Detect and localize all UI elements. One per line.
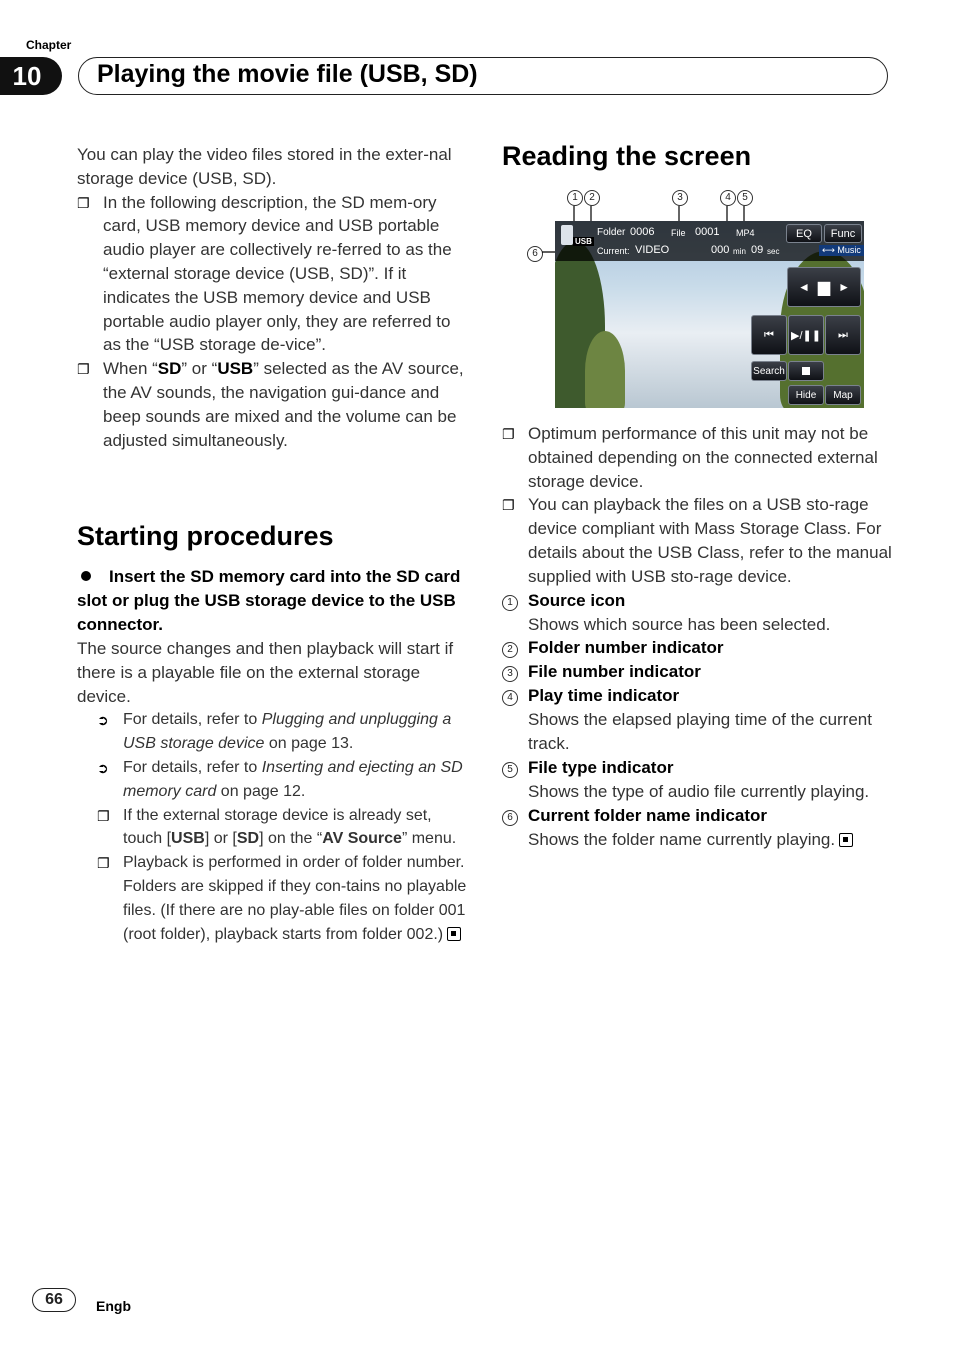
arrow-left-icon: ◄ [797,280,810,294]
item-number: 1 [502,595,518,611]
eq-button[interactable]: EQ [786,224,822,243]
ref-text: on page 12. [216,782,306,800]
file-label: File [671,228,686,238]
note-text: Playback is performed in order of folder number. Folders are skipped if they con-tains no playable files. (If there are no play-able files on folder 001 (root folder), playback starts from folder 002.) [123,854,467,943]
note-text: When “ [103,359,158,379]
item-description-6 [502,828,892,852]
chapter-number: 10 [0,57,62,95]
step-text: Insert the SD memory card into the SD card slot or plug the USB storage device to the USB connector. [77,567,461,634]
folder-icon: ▆ [817,279,831,296]
language-code: Engb [96,1298,131,1314]
step-bullet-icon [81,571,91,581]
item-title: Play time indicator [528,686,680,706]
reading-note-2-text: You can playback the files on a USB sto-rage device compliant with Mass Storage Class. For details about the USB Class, refer to the manual supplied with USB sto-rage device. [528,495,892,586]
sd-label: SD [157,359,182,379]
search-button[interactable]: Search [751,361,787,381]
callout-number: 3 [672,190,688,206]
time-minutes: 000 [711,244,730,256]
item-number: 4 [502,690,518,706]
callout-number: 1 [567,190,583,206]
reading-heading: Reading the screen [502,141,752,171]
intro-section [77,143,467,452]
ref-link[interactable]: Plugging and unplugging a USB storage device [123,711,452,753]
func-button[interactable]: Func [824,224,862,243]
note-text: ] on the “ [259,830,323,848]
indicator-list [502,589,892,852]
av-source-label: AV Source [322,830,402,848]
reference-2-text [123,756,467,804]
callout-number: 6 [527,246,543,262]
item-number: 6 [502,810,518,826]
note-text: ” menu. [401,830,457,848]
usb-label: USB [171,830,205,848]
reading-note-2 [502,493,892,588]
item-title: File number indicator [528,662,701,682]
reading-note-1-text: Optimum performance of this unit may not be obtained depending on the connected external storage device. [528,424,878,491]
starting-section [77,565,467,946]
indicator-item-4 [502,684,892,708]
step-references [77,708,467,946]
file-type: MP4 [736,228,755,238]
arrow-right-icon: ➲ [97,712,109,729]
play-pause-button[interactable] [788,315,824,355]
chapter-title: Playing the movie file (USB, SD) [97,60,478,88]
hide-button[interactable]: Hide [788,385,824,405]
indicator-item-5 [502,756,892,780]
time-seconds: 09 [751,244,764,256]
swap-arrows-icon: ⟷ [822,245,838,255]
indicator-item-2 [502,636,892,660]
current-label: Current: [597,246,630,256]
previous-icon: ⏮ [764,328,774,341]
item-number: 5 [502,762,518,778]
usb-label: USB [217,359,254,379]
item-description: Shows the type of audio file currently playing. [528,781,870,801]
note-text: ] or [ [204,830,237,848]
item-description: Shows which source has been selected. [528,614,831,634]
intro-paragraph: You can play the video files stored in the exter-nal storage device (USB, SD). [77,145,452,188]
callout-number: 5 [737,190,753,206]
item-title: Folder number indicator [528,638,724,658]
previous-track-button[interactable] [751,315,787,355]
note-text: If the external storage device is already set, touch [ [123,806,432,848]
reference-1-text [123,708,467,756]
starting-note-4-text [123,851,467,946]
ref-text: For details, refer to [123,711,262,729]
stop-button[interactable] [788,361,824,381]
note-checkbox-icon: ❐ [97,807,110,824]
item-title: Source icon [528,590,626,610]
item-title: File type indicator [528,757,674,777]
note-checkbox-icon: ❐ [502,497,515,514]
starting-note-3 [97,804,467,852]
note-checkbox-icon: ❐ [77,361,90,378]
indicator-item-3 [502,660,892,684]
folder-number: 0006 [630,226,655,238]
step-description: The source changes and then playback will start if there is a playable file on the external storage device. [77,639,454,706]
reading-note-1 [502,422,892,493]
map-button[interactable]: Map [825,385,861,405]
note-text: ” selected as the AV source, the AV sounds, the navigation gui-dance and beep sounds are mixed and the volume can be adjusted simultaneously. [103,359,464,450]
end-mark-icon [447,927,461,941]
ref-link[interactable]: Inserting and ejecting an SD memory card [123,758,463,800]
next-icon: ⏭ [838,328,848,341]
item-title: Current folder name indicator [528,805,767,825]
current-folder-name: VIDEO [635,244,670,256]
end-mark-icon [839,833,853,847]
callout-number: 4 [720,190,736,206]
music-label: Music [837,245,861,255]
item-number: 3 [502,666,518,682]
note-checkbox-icon: ❐ [97,855,110,872]
stop-icon [802,367,810,375]
page-number: 66 [32,1288,76,1312]
tree-decoration [585,331,625,408]
note-checkbox-icon: ❐ [502,426,515,442]
next-track-button[interactable] [825,315,861,355]
min-label: min [733,247,746,256]
note-checkbox-icon: ❐ [77,194,90,211]
reading-notes [502,422,892,852]
ref-text: on page 13. [264,735,354,753]
reference-2 [97,756,467,804]
item-description: Shows the elapsed playing time of the current track. [528,710,872,754]
folder-label: Folder [597,227,626,238]
intro-note-1 [77,191,467,358]
folder-nav-button[interactable] [787,267,861,307]
play-pause-icon: ▶/❚❚ [791,329,821,342]
starting-note-4 [97,851,467,946]
file-number: 0001 [695,226,720,238]
device-screen-image [555,221,864,408]
callout-number: 2 [584,190,600,206]
arrow-right-icon: ➲ [97,759,109,776]
intro-note-2 [77,357,467,452]
source-icon [561,225,573,245]
intro-note-1-text: In the following description, the SD mem-ory card, USB memory device and USB portable audio player are collectively re-ferred to as the “external storage device (USB, SD)”. If it indicates the USB memory device and USB portable audio player only, they are referred to as the “USB storage de-vice”. [103,192,452,355]
usb-badge: USB [575,237,592,246]
reference-1 [97,708,467,756]
music-toggle[interactable] [819,245,864,256]
indicator-item-6 [502,804,892,828]
indicator-item-1 [502,589,892,613]
starting-note-3-text [123,804,467,852]
sd-label: SD [236,830,260,848]
step-instruction [77,565,467,637]
intro-note-2-text [103,357,467,452]
note-text: ” or “ [181,359,218,379]
arrow-right-icon: ► [838,280,851,294]
ref-text: For details, refer to [123,758,262,776]
item-number: 2 [502,642,518,658]
sec-label: sec [767,247,780,256]
chapter-label: Chapter [26,38,72,52]
item-description: Shows the folder name currently playing. [528,829,836,849]
starting-heading: Starting procedures [77,521,334,551]
